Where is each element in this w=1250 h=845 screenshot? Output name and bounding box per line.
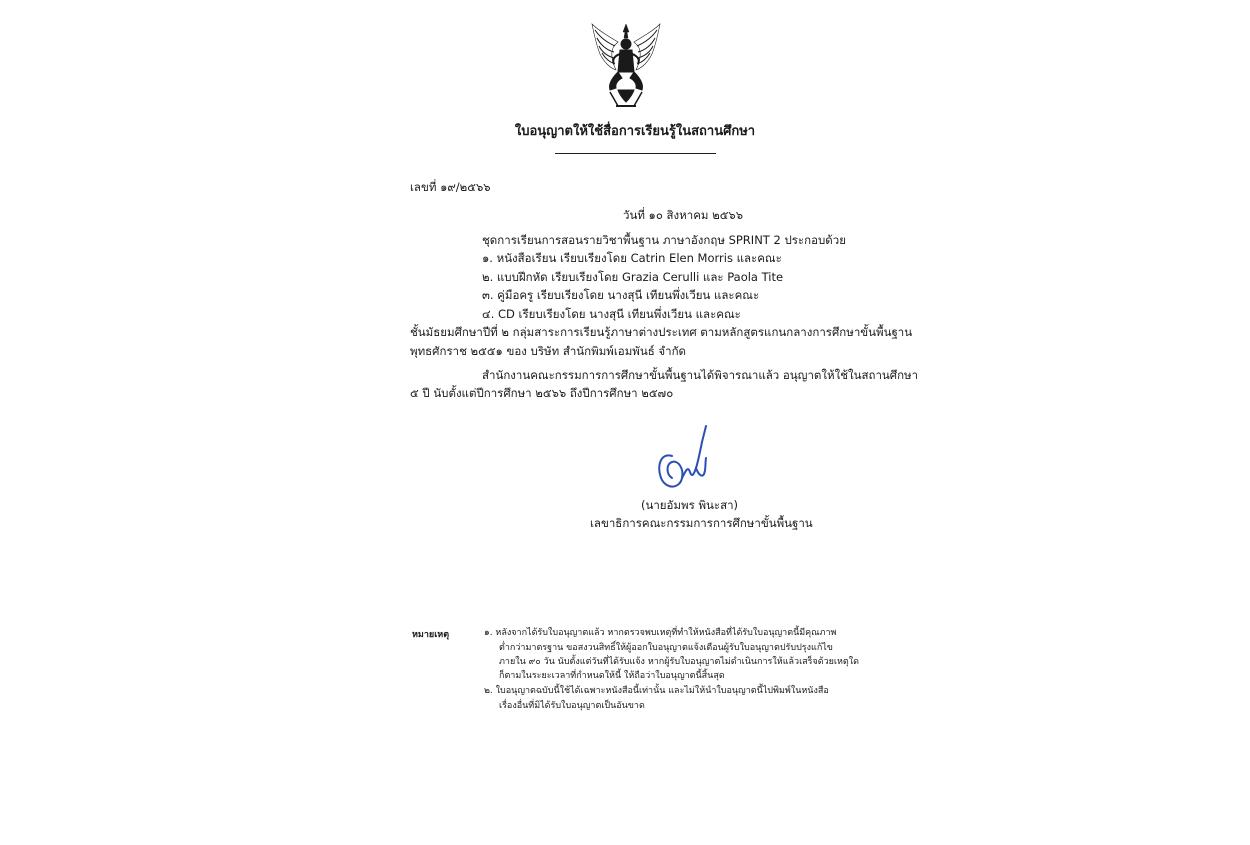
note-line: ภายใน ๙๐ วัน นับตั้งแต่วันที่ได้รับแจ้ง หากผู้รับใบอนุญาตไม่ดำเนินการให้แล้วเสร็จด้วยเหตุใด bbox=[499, 657, 860, 667]
note-line: ต่ำกว่ามาตรฐาน ขอสงวนสิทธิ์ให้ผู้ออกใบอนุญาตแจ้งเตือนผู้รับใบอนุญาตปรับปรุงแก้ไข bbox=[499, 643, 833, 653]
list-item: ๒. แบบฝึกหัด เรียบเรียงโดย Grazia Cerulli และ Paola Tite bbox=[482, 270, 784, 284]
approval-line-2: ๕ ปี นับตั้งแต่ปีการศึกษา ๒๕๖๖ ถึงปีการศึกษา ๒๕๗๐ bbox=[410, 386, 674, 400]
list-item: ๓. คู่มือครู เรียบเรียงโดย นางสุนี เทียนพึ่งเวียน และคณะ bbox=[482, 288, 760, 302]
document-title: ใบอนุญาตให้ใช้สื่อการเรียนรู้ในสถานศึกษา bbox=[514, 124, 756, 139]
approval-line-1: สำนักงานคณะกรรมการการศึกษาขั้นพื้นฐานได้พิจารณาแล้ว อนุญาตให้ใช้ในสถานศึกษา bbox=[482, 368, 919, 382]
list-item: ๔. CD เรียบเรียงโดย นางสุนี เทียนพึ่งเวียน และคณะ bbox=[482, 307, 741, 321]
garuda-emblem-icon bbox=[588, 22, 664, 110]
signature-mark bbox=[652, 422, 714, 494]
intro-line: ชุดการเรียนการสอนรายวิชาพื้นฐาน ภาษาอังกฤษ SPRINT 2 ประกอบด้วย bbox=[482, 233, 846, 247]
license-number: เลขที่ ๑๙/๒๕๖๖ bbox=[410, 180, 491, 194]
continuation-line-1: ชั้นมัธยมศึกษาปีที่ ๒ กลุ่มสาระการเรียนรู้ภาษาต่างประเทศ ตามหลักสูตรแกนกลางการศึกษาขั้นพื้นฐาน bbox=[410, 325, 913, 339]
note-line: ก็ตามในระยะเวลาที่กำหนดให้นี้ ให้ถือว่าใบอนุญาตนี้สิ้นสุด bbox=[499, 671, 725, 681]
title-underline bbox=[555, 153, 716, 154]
list-item: ๑. หนังสือเรียน เรียบเรียงโดย Catrin Elen Morris และคณะ bbox=[482, 251, 782, 265]
continuation-line-2: พุทธศักราช ๒๕๕๑ ของ บริษัท สำนักพิมพ์เอมพันธ์ จำกัด bbox=[410, 344, 687, 358]
note-line: ๒. ใบอนุญาตฉบับนี้ใช้ได้เฉพาะหนังสือนี้เท่านั้น และไม่ให้นำใบอนุญาตนี้ไปพิมพ์ในหนังสือ bbox=[484, 686, 829, 696]
issue-date: วันที่ ๑๐ สิงหาคม ๒๕๖๖ bbox=[623, 208, 744, 222]
note-line: ๑. หลังจากได้รับใบอนุญาตแล้ว หากตรวจพบเหตุที่ทำให้หนังสือที่ได้รับใบอนุญาตนี้มีคุณภาพ bbox=[484, 628, 837, 638]
notes-label: หมายเหตุ bbox=[412, 630, 450, 640]
signer-title: เลขาธิการคณะกรรมการการศึกษาขั้นพื้นฐาน bbox=[590, 516, 813, 530]
signer-name: (นายอัมพร พินะสา) bbox=[641, 498, 739, 512]
note-line: เรื่องอื่นที่มิได้รับใบอนุญาตเป็นอันขาด bbox=[499, 701, 645, 711]
